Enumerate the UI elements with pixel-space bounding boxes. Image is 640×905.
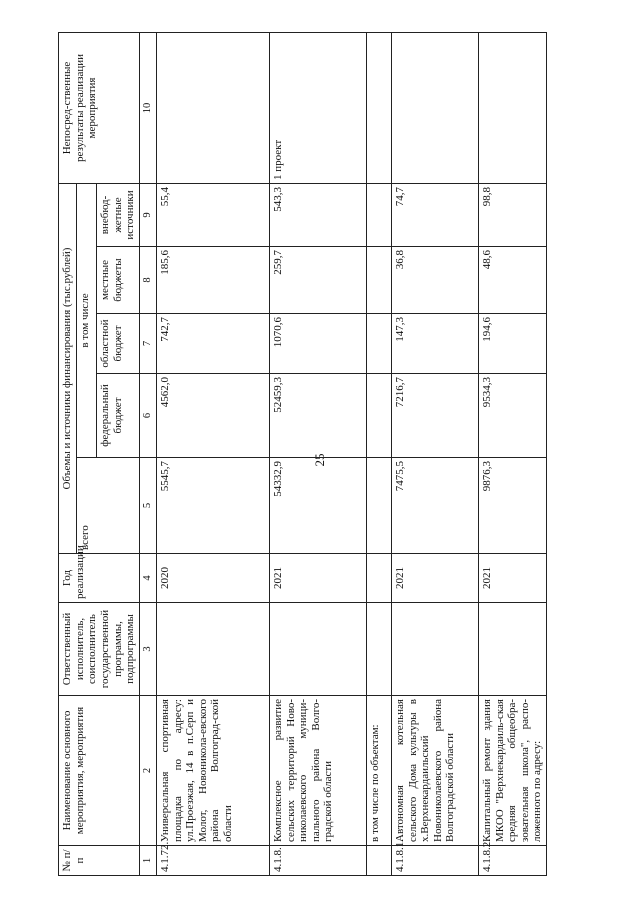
header-year: Год реализации: [59, 554, 140, 603]
row-local: 48,6: [478, 247, 546, 314]
header-executor: Ответственный исполнитель, соисполнитель государственной программы, подпрограммы: [59, 603, 140, 696]
row-year: 2021: [478, 554, 546, 603]
table-row: [391, 32, 478, 875]
header-total: всего: [76, 458, 139, 554]
row-extra: [366, 183, 391, 246]
row-name: в том числе по объектам:: [366, 696, 391, 846]
header-federal: федеральный бюджет: [96, 374, 139, 458]
column-index: 10: [139, 32, 156, 183]
column-index: 1: [139, 846, 156, 876]
row-total: [366, 458, 391, 554]
table-row: [478, 32, 546, 875]
row-local: 36,8: [391, 247, 478, 314]
column-index: 9: [139, 183, 156, 246]
row-regional: 1070,6: [269, 314, 366, 374]
row-year: 2021: [391, 554, 478, 603]
row-regional: 194,6: [478, 314, 546, 374]
row-extra: 74,7: [391, 183, 478, 246]
header-extra: внебюд-жетные источники: [96, 183, 139, 246]
row-executor: [478, 603, 546, 696]
row-total: 5545,7: [156, 458, 269, 554]
row-total: 54332,9: [269, 458, 366, 554]
row-federal: 4562,0: [156, 374, 269, 458]
rotated-table-content: [58, 33, 582, 876]
row-federal: 9534,3: [478, 374, 546, 458]
table-row: [366, 32, 391, 875]
row-name: Комплексное развитие сельских территорий Ново-николаевского муници-пального района Волго-градской области: [269, 696, 366, 846]
header-results: Непосред-ственные результаты реализации мероприятия: [59, 32, 140, 183]
row-result: [156, 32, 269, 183]
row-federal: 7216,7: [391, 374, 478, 458]
rotated-table-frame: [58, 33, 582, 876]
row-executor: [366, 603, 391, 696]
row-year: [366, 554, 391, 603]
row-result: 1 проект: [269, 32, 366, 183]
header-name: Наименование основного мероприятия, мероприятия: [59, 696, 140, 846]
column-index: 4: [139, 554, 156, 603]
header-no: № п/п: [59, 846, 140, 876]
row-executor: [391, 603, 478, 696]
row-total: 9876,3: [478, 458, 546, 554]
row-regional: 147,3: [391, 314, 478, 374]
row-executor: [156, 603, 269, 696]
row-result: [391, 32, 478, 183]
row-number: 4.1.72.: [156, 846, 269, 876]
row-number: [366, 846, 391, 876]
column-index: 7: [139, 314, 156, 374]
row-year: 2021: [269, 554, 366, 603]
header-row-1: [59, 32, 77, 875]
row-number: 4.1.8.1.: [391, 846, 478, 876]
row-total: 7475,5: [391, 458, 478, 554]
row-number: 4.1.8.: [269, 846, 366, 876]
row-year: 2020: [156, 554, 269, 603]
header-including: в том числе: [76, 183, 96, 457]
table-row: [269, 32, 366, 875]
row-executor: [269, 603, 366, 696]
row-name: Универсальная спортивная площадка по адресу: ул.Проезжая, 14 в п.Серп и Молот, Новоникола-евского района Волгоград-ской области: [156, 696, 269, 846]
row-federal: 52459,3: [269, 374, 366, 458]
row-local: 259,7: [269, 247, 366, 314]
row-result: [478, 32, 546, 183]
column-index-row: [139, 32, 156, 875]
row-extra: 543,3: [269, 183, 366, 246]
row-local: [366, 247, 391, 314]
row-name: Автономная котельная сельского Дома культуры в х.Верхнекардаильский Новониколаевского района Волгоградской области: [391, 696, 478, 846]
column-index: 6: [139, 374, 156, 458]
row-number: 4.1.8.2.: [478, 846, 546, 876]
row-federal: [366, 374, 391, 458]
row-extra: 98,8: [478, 183, 546, 246]
financing-table: [58, 32, 547, 876]
column-index: 8: [139, 247, 156, 314]
header-financing: Объемы и источники финансирования (тыс.рублей): [59, 183, 77, 553]
column-index: 2: [139, 696, 156, 846]
column-index: 3: [139, 603, 156, 696]
row-local: 185,6: [156, 247, 269, 314]
header-local: местные бюджеты: [96, 247, 139, 314]
row-extra: 55,4: [156, 183, 269, 246]
row-regional: 742,7: [156, 314, 269, 374]
page-number: 25: [312, 453, 327, 467]
column-index: 5: [139, 458, 156, 554]
header-regional: областной бюджет: [96, 314, 139, 374]
row-regional: [366, 314, 391, 374]
row-result: [366, 32, 391, 183]
table-row: [156, 32, 269, 875]
row-name: Капитальный ремонт здания МКОО "Верхнекардаиль-ская средняя общеобра-зовательная школа", распо-ложенного по адресу:: [478, 696, 546, 846]
